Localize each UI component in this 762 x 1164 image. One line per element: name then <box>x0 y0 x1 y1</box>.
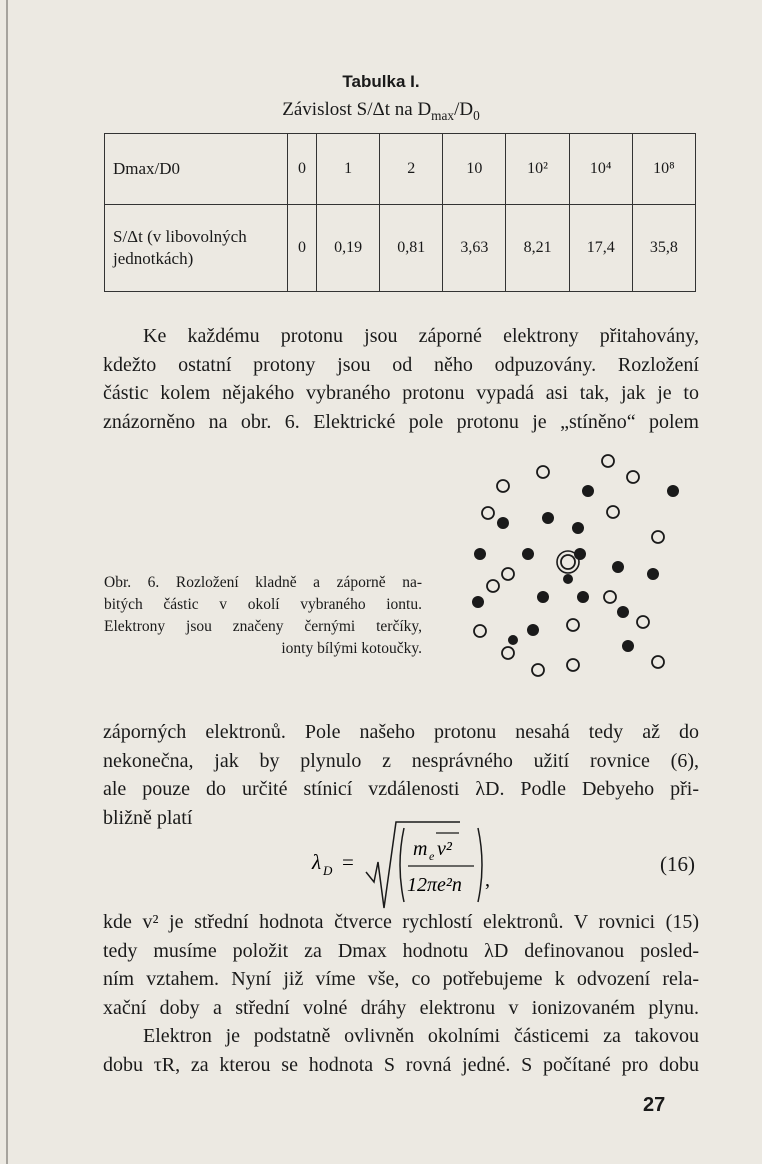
text-line: částic kolem nějakého vybraného protonu vypadá asi tak, jak je to <box>103 382 699 404</box>
text-line: nekonečna, jak by plynulo z nesprávného užití rovnice (6), <box>103 749 699 772</box>
electron-dot <box>647 568 659 580</box>
col-6: 10⁸ <box>632 134 695 205</box>
table-row-values <box>105 205 696 292</box>
text-line: ale pouze do určité stínicí vzdálenosti λD. Podle Debyeho při- <box>103 778 699 800</box>
electron-dot <box>582 485 594 497</box>
col-3: 10 <box>443 134 506 205</box>
eq-lhs-sub: D <box>323 863 333 878</box>
ion-circle <box>604 591 616 603</box>
page-binding-edge <box>6 0 8 1164</box>
electron-dot <box>572 522 584 534</box>
electron-dot <box>474 548 486 560</box>
text-line: tedy musíme položit za Dmax hodnotu λD definovanou posled- <box>103 939 699 962</box>
val-2: 0,81 <box>380 205 443 292</box>
debye-equation <box>0 820 762 910</box>
ion-circle <box>537 466 549 478</box>
text-line: kdežto ostatní protony jsou od něho odpuzovány. Rozložení <box>103 353 699 376</box>
col-0: 0 <box>288 134 317 205</box>
val-6: 35,8 <box>632 205 695 292</box>
equation-number: (16) <box>660 852 695 876</box>
table-caption: Závislost S/Δt na $D_{max}/D_0$ <box>282 99 480 123</box>
ion-circle <box>652 656 664 668</box>
table-title: Tabulka I. <box>342 72 420 91</box>
eq-comma: , <box>485 869 490 891</box>
ion-circle <box>502 647 514 659</box>
val-4: 8,21 <box>506 205 569 292</box>
eq-equals: = <box>342 850 354 874</box>
left-paren <box>400 828 404 902</box>
ion-circle <box>482 507 494 519</box>
col-5: 10⁴ <box>569 134 632 205</box>
electron-dot <box>537 591 549 603</box>
paragraph-3 <box>103 908 699 1022</box>
page-number: 27 <box>643 1094 666 1116</box>
ion-circle <box>567 619 579 631</box>
electron-dot <box>622 640 634 652</box>
right-paren <box>478 828 482 902</box>
text-line: kde v² je střední hodnota čtverce rychlostí elektronů. V rovnici (15) <box>103 911 699 933</box>
text-line: dobu τR, za kterou se hodnota S rovná jedné. S počítané pro dobu <box>103 1053 699 1076</box>
electron-dot <box>563 574 573 584</box>
paragraph-1 <box>103 322 699 436</box>
caption-line: Elektrony jsou značeny černými terčíky, <box>104 618 422 635</box>
ion-circle <box>652 531 664 543</box>
electron-dot <box>667 485 679 497</box>
ion-circle <box>637 616 649 628</box>
col-1: 1 <box>317 134 380 205</box>
electron-dot <box>617 606 629 618</box>
electron-dot <box>577 591 589 603</box>
caption-line: bitých částic v okolí vybraného iontu. <box>104 596 422 613</box>
electron-dot <box>527 624 539 636</box>
ion-circle <box>532 664 544 676</box>
text-line: znázorněno na obr. 6. Elektrické pole protonu je „stíněno“ polem <box>103 410 699 433</box>
ion-circle <box>602 455 614 467</box>
ion-circle <box>567 659 579 671</box>
eq-lhs: λ <box>312 850 322 874</box>
row-header-values: S/Δt (v libovolných jednotkách) <box>105 205 288 292</box>
text-line: xační doby a střední volné dráhy elektronu v ionizovaném plynu. <box>103 996 699 1019</box>
val-0: 0 <box>288 205 317 292</box>
val-3: 3,63 <box>443 205 506 292</box>
text-line: záporných elektronů. Pole našeho protonu nesahá tedy až do <box>103 721 699 743</box>
text-line: ním vztahem. Nyní již víme vše, co potřebujeme k odvození rela- <box>103 968 699 990</box>
val-1: 0,19 <box>317 205 380 292</box>
ion-circle <box>487 580 499 592</box>
val-5: 17,4 <box>569 205 632 292</box>
col-2: 2 <box>380 134 443 205</box>
eq-numerator: m <box>413 838 428 860</box>
ion-circle <box>561 555 575 569</box>
figure-caption <box>104 572 422 660</box>
eq-denominator: 12πe²n <box>407 874 462 896</box>
electron-dot <box>542 512 554 524</box>
electron-dot <box>508 635 518 645</box>
text-line: Elektron je podstatně ovlivněn okolními částicemi za takovou <box>143 1025 699 1047</box>
caption-line: Obr. 6. Rozložení kladně a záporně na- <box>104 574 422 591</box>
ion-circle <box>627 471 639 483</box>
ion-circle <box>502 568 514 580</box>
data-table <box>104 133 696 292</box>
particle-diagram <box>460 450 700 680</box>
caption-line: ionty bílými kotoučky. <box>281 640 422 657</box>
text-line: bližně platí <box>103 806 193 829</box>
row-header-dmax: Dmax/D0 <box>105 134 288 205</box>
electron-dot <box>574 548 586 560</box>
electron-dot <box>522 548 534 560</box>
col-4: 10² <box>506 134 569 205</box>
paragraph-2 <box>103 718 699 832</box>
electron-dot <box>497 517 509 529</box>
electron-dot <box>612 561 624 573</box>
paragraph-4 <box>103 1022 699 1079</box>
eq-numerator-sub: e <box>429 849 435 863</box>
eq-numerator-rest: v² <box>437 838 452 860</box>
electron-dot <box>472 596 484 608</box>
ion-circle <box>497 480 509 492</box>
ion-circle <box>607 506 619 518</box>
text-line: Ke každému protonu jsou záporné elektrony přitahovány, <box>143 325 699 347</box>
table-row-dmax <box>105 134 696 205</box>
ion-circle <box>474 625 486 637</box>
